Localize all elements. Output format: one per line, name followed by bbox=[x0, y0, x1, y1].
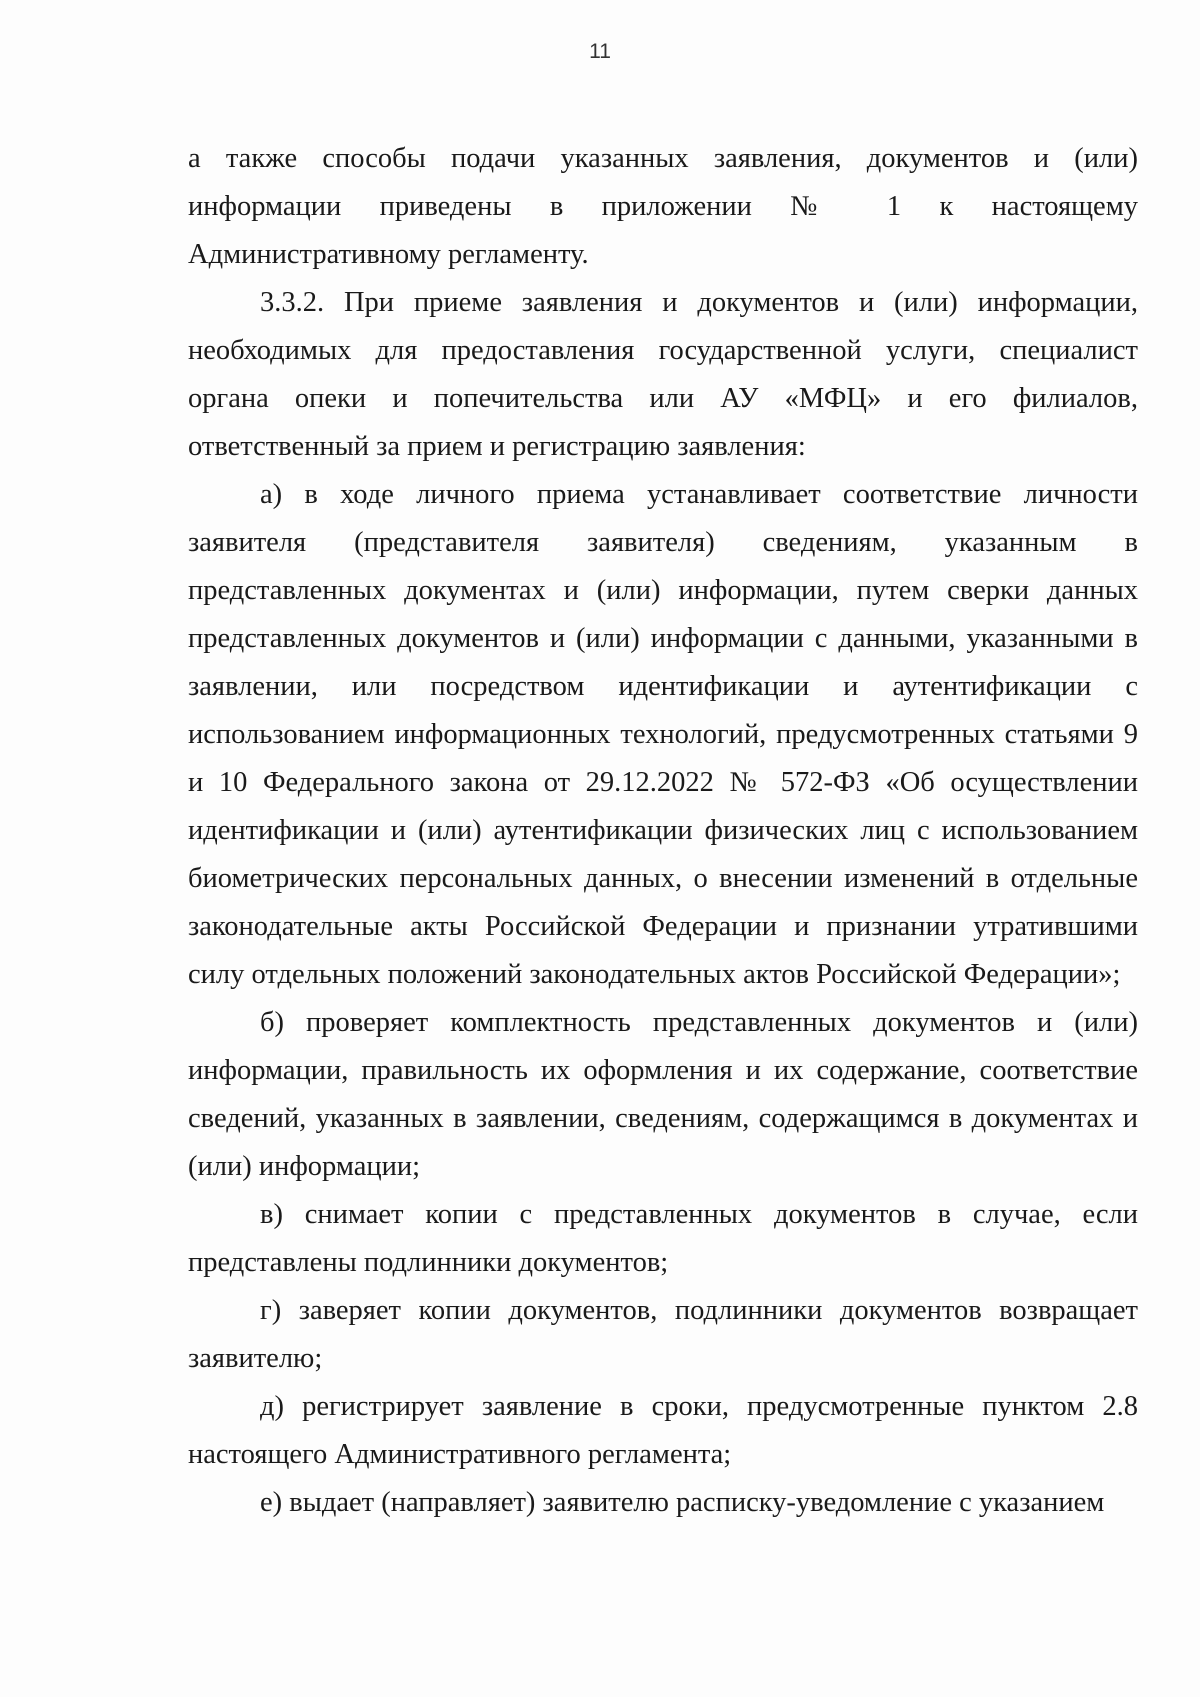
paragraph-3-3-2: 3.3.2. При приеме заявления и документов и (или) информации, необходимых для предоставления государственной услуги, специалист органа опеки и попечительства или АУ «МФЦ» и его филиалов, ответственный за прием и регистрацию заявления: bbox=[188, 287, 1138, 462]
page-number: 11 bbox=[589, 40, 611, 63]
paragraph-continuation: а также способы подачи указанных заявления, документов и (или) информации приведены в приложении № 1 к настоящему Административному регламенту. bbox=[188, 143, 1138, 270]
paragraph-item-d: д) регистрирует заявление в сроки, предусмотренные пунктом 2.8 настоящего Административного регламента; bbox=[188, 1391, 1138, 1470]
paragraph-item-g: г) заверяет копии документов, подлинники документов возвращает заявителю; bbox=[188, 1295, 1138, 1374]
paragraph-item-e: е) выдает (направляет) заявителю расписку-уведомление с указанием bbox=[260, 1487, 1105, 1518]
paragraph-item-b: б) проверяет комплектность представленных документов и (или) информации, правильность их оформления и их содержание, соответствие сведений, указанных в заявлении, сведениям, содержащимся в документах и (или) информации; bbox=[188, 1007, 1138, 1182]
document-body bbox=[188, 135, 1138, 1527]
paragraph-item-a: а) в ходе личного приема устанавливает соответствие личности заявителя (представителя заявителя) сведениям, указанным в представленных документах и (или) информации, путем сверки данных представленных документов и (или) информации с данными, указанными в заявлении, или посредством идентификации и аутентификации с использованием информационных технологий, предусмотренных статьями 9 и 10 Федерального закона от 29.12.2022 № 572-ФЗ «Об осуществлении идентификации и (или) аутентификации физических лиц с использованием биометрических персональных данных, о внесении изменений в отдельные законодательные акты Российской Федерации и признании утратившими силу отдельных положений законодательных актов Российской Федерации»; bbox=[188, 479, 1138, 990]
paragraph-item-v: в) снимает копии с представленных документов в случае, если представлены подлинники документов; bbox=[188, 1199, 1138, 1278]
